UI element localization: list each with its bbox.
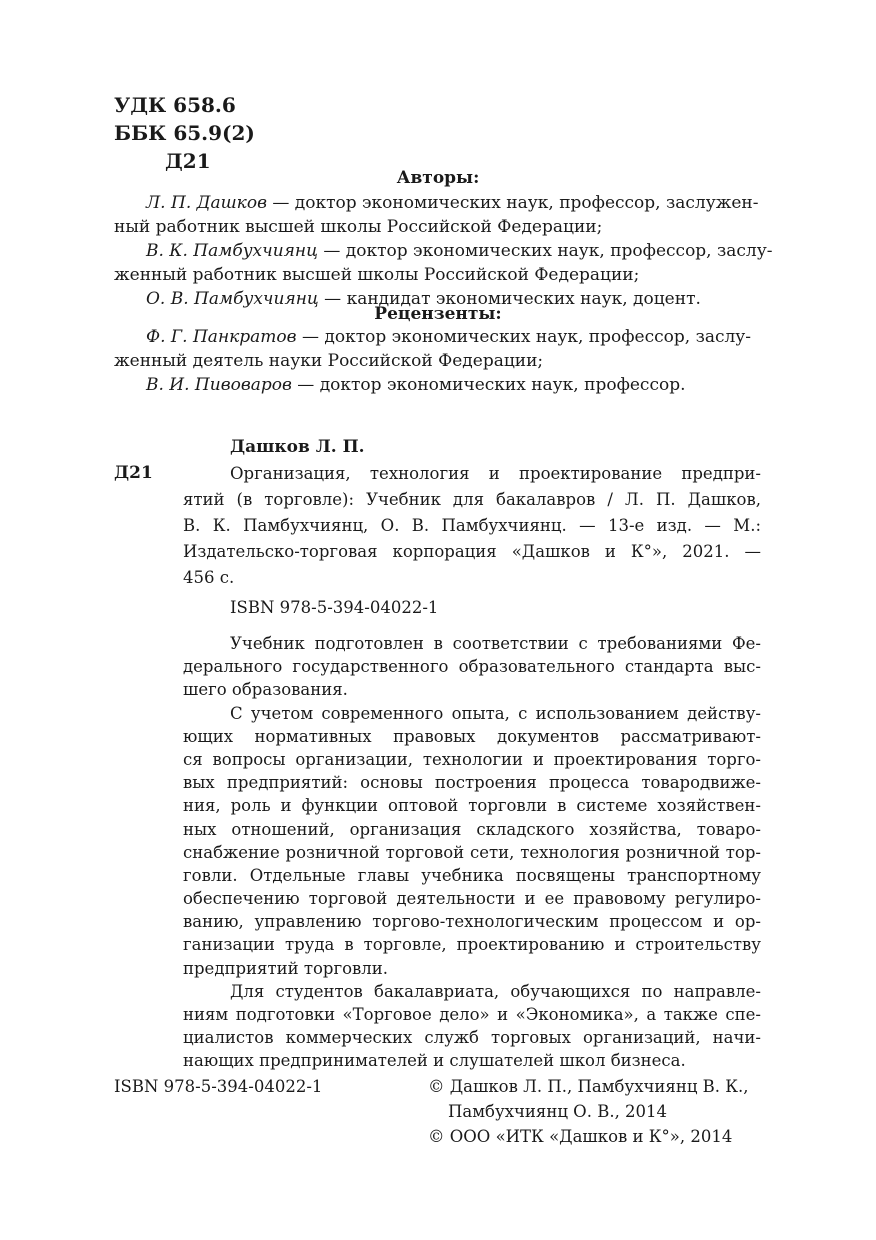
footer-isbn: ISBN 978-5-394-04022-1 <box>114 1077 323 1096</box>
author-1-line-1 <box>114 191 762 215</box>
record-author: Дашков Л. П. <box>230 437 365 457</box>
author-2-text: — доктор экономических наук, профессор, заслу- <box>317 241 773 261</box>
reviewer-1-text: — доктор экономических наук, профессор, заслу- <box>296 327 752 347</box>
abstract-line: обеспечению торговой деятельности и ее правовому регулиро- <box>183 889 761 909</box>
reviewer-1-line-2: женный деятель науки Российской Федерации; <box>114 351 544 371</box>
copyright-publisher: © ООО «ИТК «Дашков и К°», 2014 <box>428 1127 733 1146</box>
abstract-line: ванию, управлению торгово-технологическим процессом и ор- <box>183 912 761 932</box>
abstract-line: шего образования. <box>183 680 348 700</box>
author-2-name: В. К. Памбухчиянц <box>146 241 318 261</box>
abstract-line: ния, роль и функции оптовой торговли в системе хозяйствен- <box>183 796 761 816</box>
record-line: 456 с. <box>183 568 235 587</box>
record-isbn: ISBN 978-5-394-04022-1 <box>230 598 439 617</box>
reviewer-2-name: В. И. Пивоваров <box>146 375 292 395</box>
record-line: Организация, технология и проектирование предпри- <box>230 464 761 483</box>
abstract-line: говли. Отдельные главы учебника посвящены транспортному <box>183 865 761 885</box>
reviewer-1-name: Ф. Г. Панкратов <box>146 327 297 347</box>
abstract <box>183 632 761 1073</box>
reviewer-2-text: — доктор экономических наук, профессор. <box>291 375 686 395</box>
authors-heading: Авторы: <box>396 168 480 188</box>
bbk-code: ББК 65.9(2) <box>114 121 255 145</box>
abstract-line: ных отношений, организация складского хозяйства, товаро- <box>183 819 761 839</box>
authors-block <box>114 191 773 311</box>
reviewers-block <box>114 325 762 397</box>
abstract-line: ся вопросы организации, технологии и проектирования торго- <box>183 749 761 769</box>
abstract-line: Для студентов бакалавриата, обучающихся по направле- <box>230 981 761 1001</box>
author-3-name: О. В. Памбухчиянц <box>146 289 319 309</box>
author-1-line-2: ный работник высшей школы Российской Федерации; <box>114 217 603 237</box>
abstract-line: дерального государственного образовательного стандарта выс- <box>183 657 761 677</box>
abstract-line: циалистов коммерческих служб торговых организаций, начи- <box>183 1028 761 1048</box>
author-mark: Д21 <box>165 149 211 173</box>
abstract-line: предприятий торговли. <box>183 958 389 978</box>
abstract-line: вых предприятий: основы построения процесса товародвиже- <box>183 773 761 793</box>
abstract-line: ниям подготовки «Торговое дело» и «Экономика», а также спе- <box>183 1005 761 1024</box>
record-mark: Д21 <box>114 463 153 483</box>
abstract-line: снабжение розничной торговой сети, технология розничной тор- <box>183 842 761 862</box>
author-2-line-2: женный работник высшей школы Российской Федерации; <box>114 265 640 285</box>
record-description <box>183 461 761 591</box>
reviewer-1-line-1 <box>114 325 762 349</box>
record-line: Издательско-торговая корпорация «Дашков и К°», 2021. — <box>183 542 761 561</box>
abstract-line: ющих нормативных правовых документов рассматривают- <box>183 726 761 746</box>
author-3-text: — кандидат экономических наук, доцент. <box>318 289 701 309</box>
author-2-line-1 <box>114 239 773 263</box>
reviewer-2-line-1 <box>114 373 762 397</box>
abstract-line: С учетом современного опыта, с использованием действу- <box>230 703 761 723</box>
copyright-authors-cont: Памбухчиянц О. В., 2014 <box>448 1102 668 1121</box>
copyright-authors: © Дашков Л. П., Памбухчиянц В. К., <box>428 1077 749 1096</box>
abstract-line: Учебник подготовлен в соответствии с требованиями Фе- <box>230 634 761 653</box>
abstract-line: нающих предпринимателей и слушателей школ бизнеса. <box>183 1051 686 1071</box>
author-1-text: — доктор экономических наук, профессор, заслужен- <box>266 193 759 213</box>
udk-code: УДК 658.6 <box>114 93 236 117</box>
record-line: ятий (в торговле): Учебник для бакалавров / Л. П. Дашков, <box>183 490 761 509</box>
reviewers-heading: Рецензенты: <box>374 304 502 324</box>
author-1-name: Л. П. Дашков <box>146 193 267 213</box>
record-line: В. К. Памбухчиянц, О. В. Памбухчиянц. — 13-е изд. — М.: <box>183 516 761 535</box>
abstract-line: ганизации труда в торговле, проектированию и строительству <box>183 935 761 955</box>
